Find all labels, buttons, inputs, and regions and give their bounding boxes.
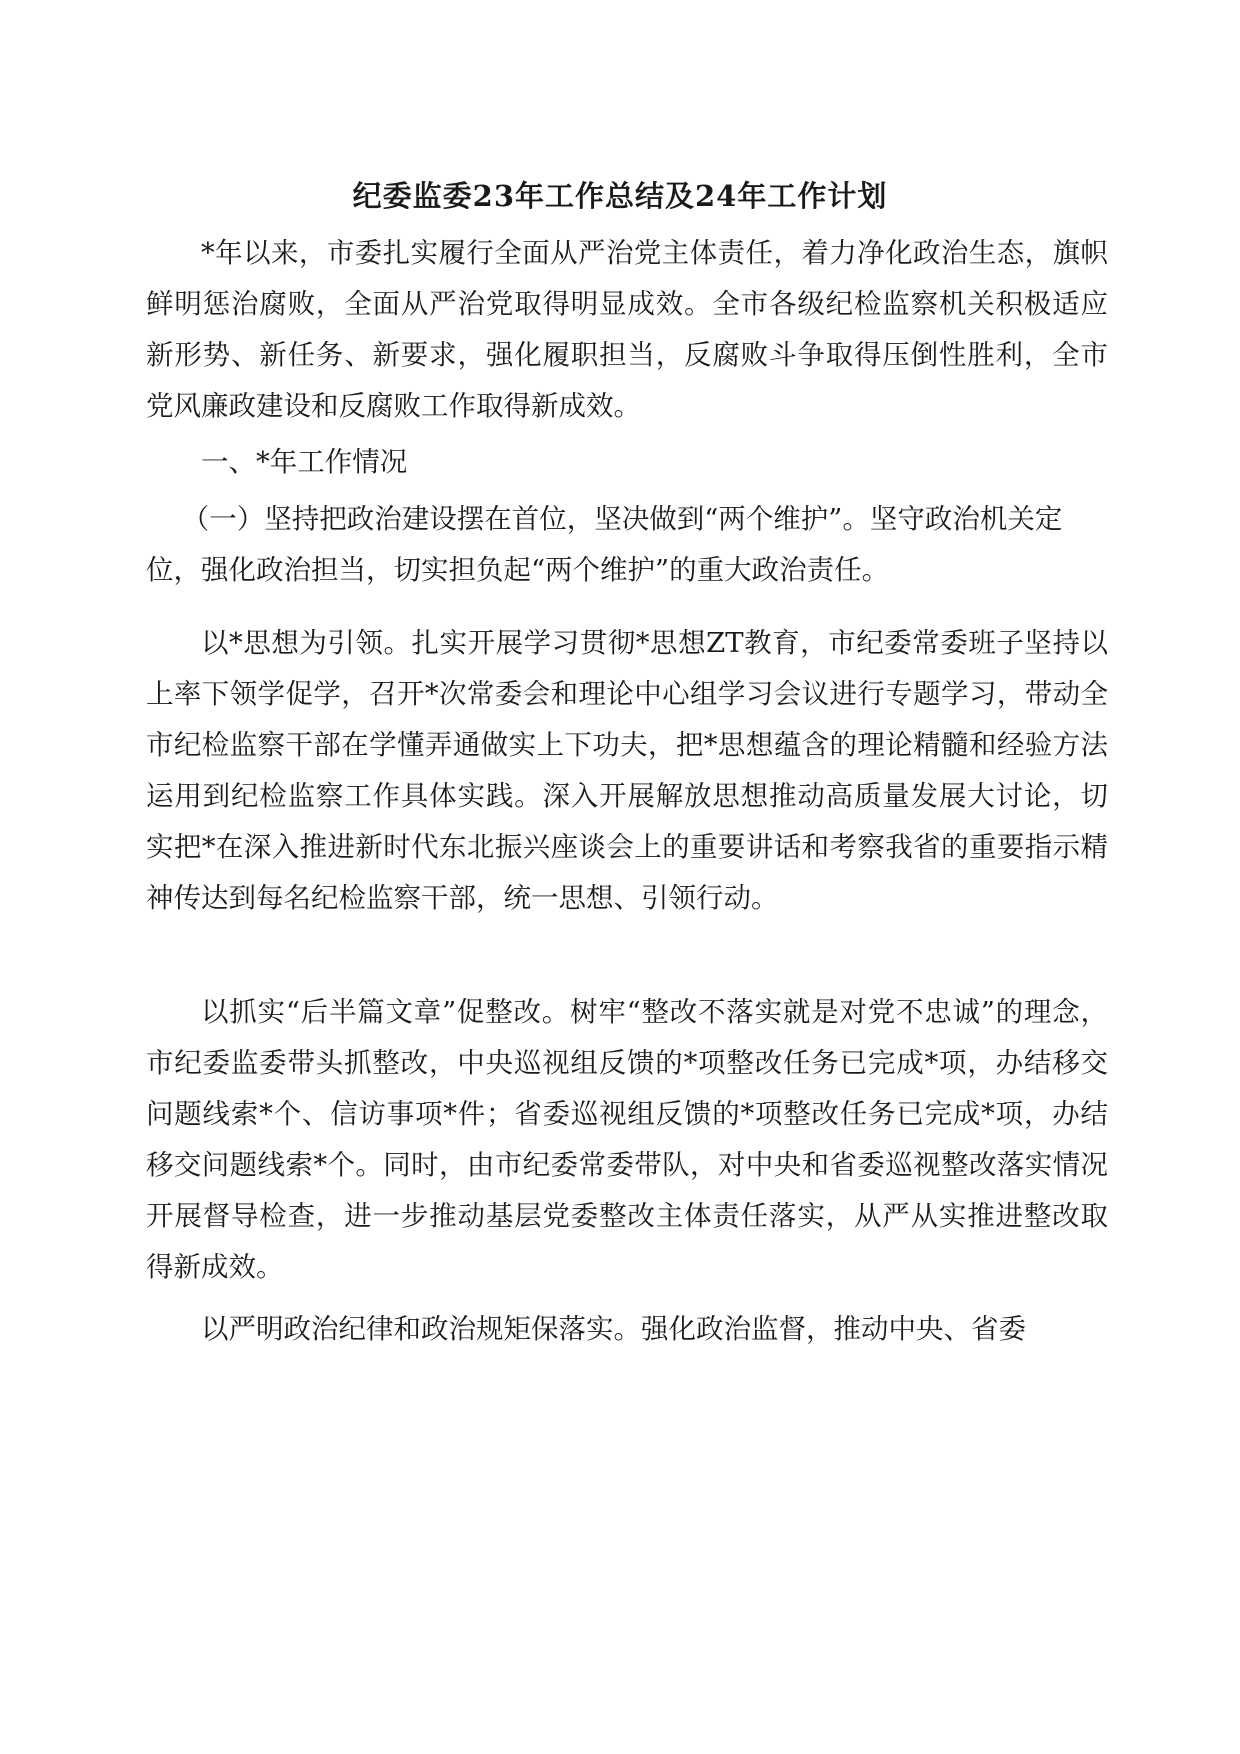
document-title: 纪委监委23年工作总结及24年工作计划 (352, 179, 888, 213)
section-heading-1: 一、*年工作情况 (201, 446, 408, 478)
body-paragraph: 以抓实“后半篇文章”促整改。树牢“整改不落实就是对党不忠诚”的理念，市纪委监委带头抓整改，中央巡视组反馈的*项整改任务已完成*项，办结移交问题线索*个、信访事项*件；省委巡视组反馈的*项整改任务已完成*项，办结移交问题线索*个。同时，由市纪委常委带队，对中央和省委巡视整改落实情况开展督导检查，进一步推动基层党委整改主体责任落实，从严从实推进整改取得新成效。 (146, 996, 1108, 1283)
body-paragraph: 以严明政治纪律和政治规矩保落实。强化政治监督，推动中央、省委 (201, 1313, 1026, 1345)
subsection-heading-1: （一）坚持把政治建设摆在首位，坚决做到“两个维护”。坚守政治机关定位，强化政治担当，切实担负起“两个维护”的重大政治责任。 (146, 503, 1063, 586)
body-paragraph: 以*思想为引领。扎实开展学习贯彻*思想ZT教育，市纪委常委班子坚持以上率下领学促学，召开*次常委会和理论中心组学习会议进行专题学习，带动全市纪检监察干部在学懂弄通做实上下功夫，把*思想蕴含的理论精髓和经验方法运用到纪检监察工作具体实践。深入开展解放思想推动高质量发展大讨论，切实把*在深入推进新时代东北振兴座谈会上的重要讲话和考察我省的重要指示精神传达到每名纪检监察干部，统一思想、引领行动。 (146, 627, 1108, 914)
intro-paragraph: *年以来，市委扎实履行全面从严治党主体责任，着力净化政治生态，旗帜鲜明惩治腐败，全面从严治党取得明显成效。全市各级纪检监察机关积极适应新形势、新任务、新要求，强化履职担当，反腐败斗争取得压倒性胜利，全市党风廉政建设和反腐败工作取得新成效。 (146, 237, 1108, 422)
